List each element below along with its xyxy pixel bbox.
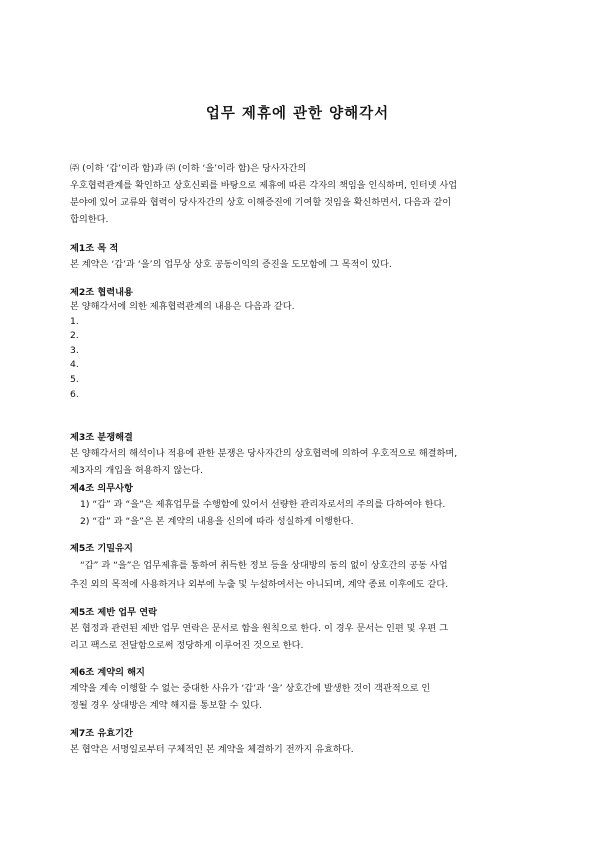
article-6 — [70, 665, 522, 714]
article-line: 추진 외의 목적에 사용하거나 외부에 누출 및 누설하여서는 아니되며, 계약 종료 이후에도 같다. — [70, 579, 449, 590]
article-1 — [70, 241, 522, 273]
article-body — [70, 496, 522, 530]
article-heading: 제5조 기밀유지 — [70, 543, 133, 554]
article-line: 본 계약은 ‘갑’과 ‘을’의 업무상 상호 공동이익의 증진을 도모함에 그 목적이 있다. — [70, 259, 392, 270]
intro-line: ㈜ (이하 ‘갑’이라 함)과 ㈜ (이하 ‘을’이라 함)은 당사자간의 — [70, 163, 307, 174]
article-5-confidentiality — [70, 541, 522, 594]
list-item: 5. — [70, 373, 79, 385]
list-item: 1) “갑” 과 “을”은 제휴업무를 수행함에 있어서 선량한 관리자로서의 주의를 다하여야 한다. — [80, 499, 446, 510]
list-item: 1. — [70, 315, 79, 327]
article-heading: 제3조 분쟁해결 — [70, 432, 133, 443]
article-body — [70, 256, 522, 273]
article-line: 본 양해각서의 해석이나 적용에 관한 분쟁은 당사자간의 상호협력에 의하여 우호적으로 해결하며, — [70, 448, 458, 459]
intro-line: 합의한다. — [70, 214, 109, 225]
article-heading: 제4조 의무사항 — [70, 483, 133, 494]
article-4 — [70, 481, 522, 530]
article-heading: 제2조 협력내용 — [70, 287, 133, 298]
article-line: 본 협정과 관련된 제반 업무 연락은 문서로 함을 원칙으로 한다. 이 경우 문서는 인편 및 우편 그 — [70, 623, 449, 634]
article-body — [70, 741, 522, 758]
intro-paragraph — [70, 160, 522, 228]
article-body — [70, 300, 522, 402]
article-line: 본 양해각서에 의한 제휴협력관계의 내용은 다음과 같다. — [70, 301, 295, 312]
article-body — [70, 680, 522, 714]
article-body — [70, 445, 522, 479]
article-line: “갑” 과 “을”은 업무제휴를 통하여 취득한 정보 등을 상대방의 동의 없이 상호간의 공동 사업 — [80, 560, 448, 571]
article-body — [70, 556, 522, 594]
article-heading: 제6조 계약의 해지 — [70, 667, 145, 678]
article-heading: 제5조 제반 업무 연락 — [70, 607, 157, 618]
article-line: 제3자의 개입을 허용하지 않는다. — [70, 465, 203, 476]
article-line: 리고 팩스로 전달함으로써 정당하게 이루어진 것으로 한다. — [70, 640, 304, 651]
article-7 — [70, 726, 522, 758]
article-line: 본 협약은 서명일로부터 구체적인 본 계약을 체결하기 전까지 유효하다. — [70, 744, 354, 755]
article-heading: 제1조 목 적 — [70, 243, 119, 254]
list-item: 6. — [70, 388, 79, 400]
intro-line: 우호협력관계를 확인하고 상호신뢰를 바탕으로 제휴에 따른 각자의 책임을 인식하며, 인터넷 사업 — [70, 180, 458, 191]
list-item: 2. — [70, 330, 79, 342]
article-line: 정될 경우 상대방은 계약 해지를 통보할 수 있다. — [70, 700, 262, 711]
article-3 — [70, 430, 522, 479]
article-heading: 제7조 유효기간 — [70, 728, 133, 739]
article-5-communications — [70, 605, 522, 654]
article-line: 계약을 계속 이행할 수 없는 중대한 사유가 ‘갑’과 ‘을’ 상호간에 발생한 것이 객관적으로 인 — [70, 683, 431, 694]
article-2 — [70, 285, 522, 402]
intro-line: 분야에 있어 교류와 협력이 당사자간의 상호 이해증진에 기여할 것임을 확신하면서, 다음과 같이 — [70, 197, 452, 208]
list-item: 2) “갑” 과 “을”은 본 계약의 내용을 신의에 따라 성실하게 이행한다. — [80, 516, 354, 527]
list-item: 3. — [70, 344, 79, 356]
list-item: 4. — [70, 359, 79, 371]
article-body — [70, 620, 522, 654]
document-title: 업무 제휴에 관한 양해각서 — [205, 106, 390, 122]
